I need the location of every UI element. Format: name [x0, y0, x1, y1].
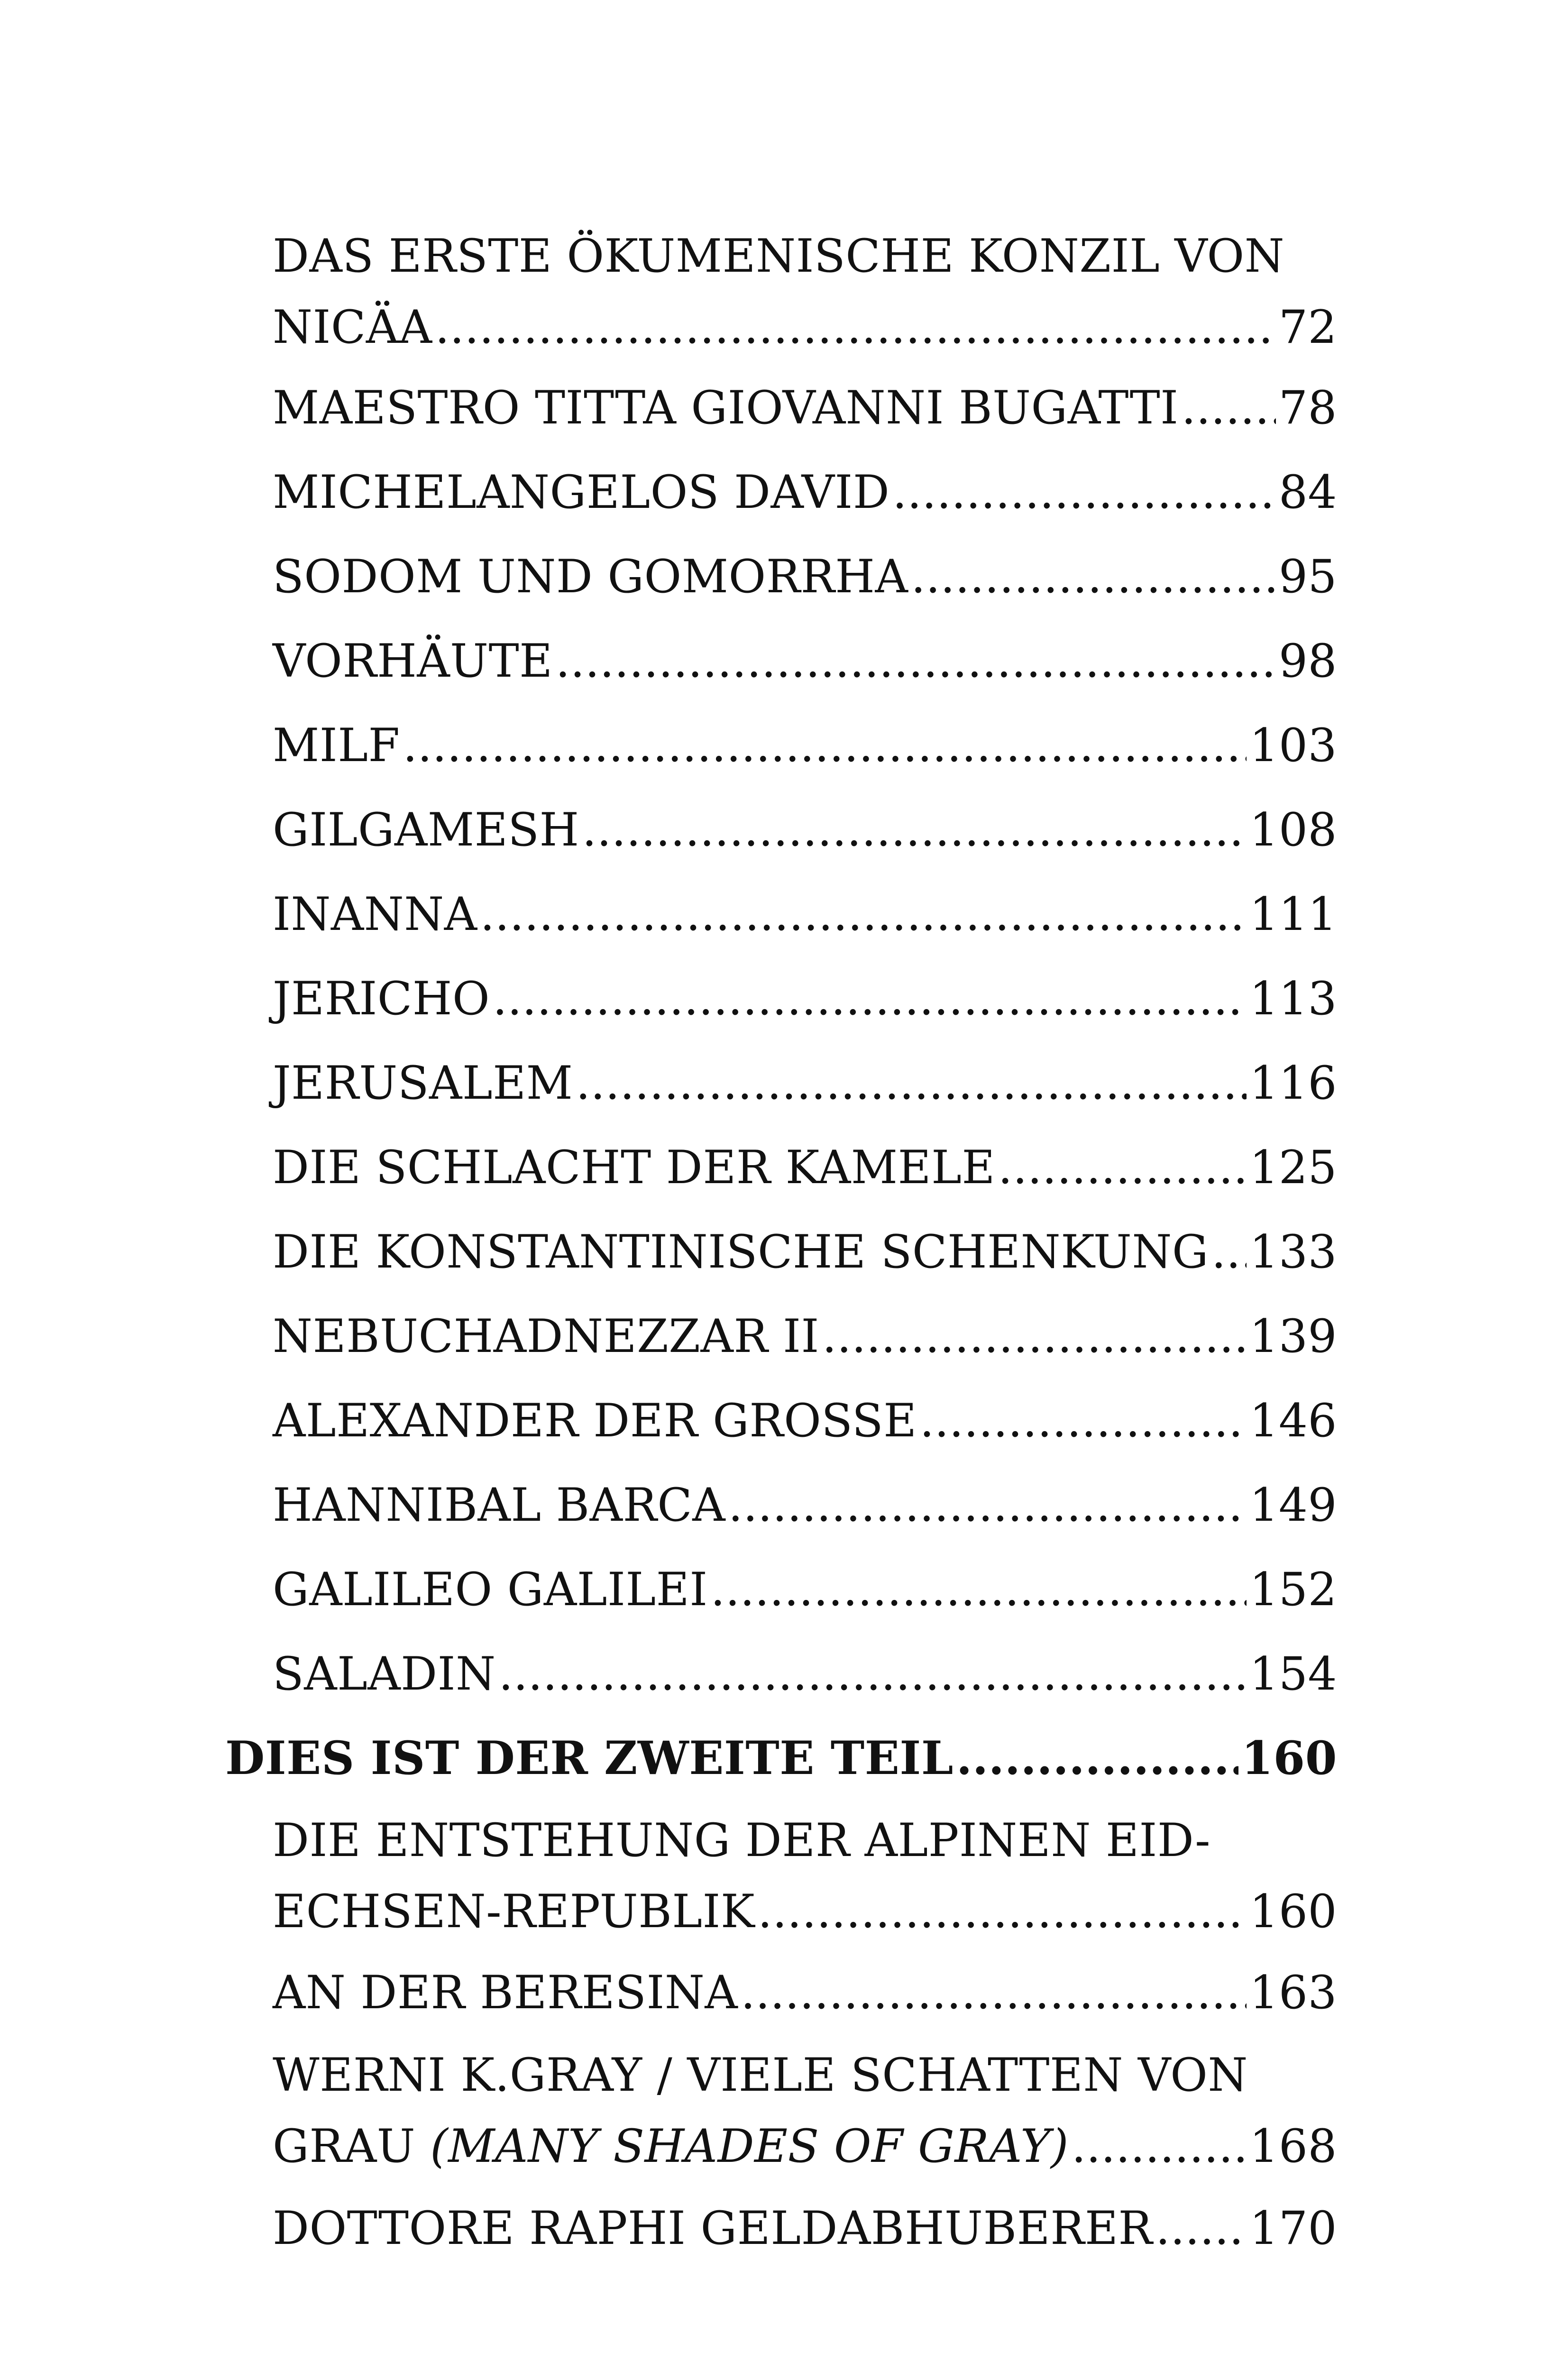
toc-entry: [273, 1805, 1337, 1947]
toc-leader-dots: [499, 1638, 1247, 1709]
toc-leader-dots: [711, 1554, 1247, 1625]
toc-leader-dots: [920, 1385, 1247, 1456]
toc-entry-title: MICHELANGELOS DAVID: [273, 466, 890, 519]
toc-page-number: 108: [1249, 803, 1337, 856]
toc-page-number: 160: [1249, 1885, 1337, 1938]
toc-entry-title: NICÄA: [273, 301, 432, 354]
toc-entry: [273, 1554, 1337, 1625]
toc-entry-title: ECHSEN-REPUBLIK: [273, 1885, 755, 1938]
toc-entry-title: INANNA: [273, 888, 477, 941]
toc-entry: [273, 1048, 1337, 1119]
toc-entry: [273, 625, 1337, 697]
toc-page-number: 113: [1249, 972, 1337, 1025]
toc-page-number: 98: [1278, 634, 1337, 688]
toc-leader-dots: [1072, 2111, 1247, 2182]
toc-leader-dots: [403, 710, 1247, 781]
toc-leader-dots: [556, 625, 1276, 697]
toc-entry-title: JERUSALEM: [273, 1057, 573, 1110]
toc-entry: [273, 710, 1337, 781]
toc-page-number: 72: [1278, 301, 1337, 354]
toc-leader-dots: [758, 1876, 1247, 1947]
toc-page-number: 78: [1278, 381, 1337, 434]
toc-entry: [273, 1132, 1337, 1203]
toc-leader-dots: [1211, 1216, 1247, 1287]
toc-leader-dots: [582, 794, 1247, 865]
toc-entry: [273, 221, 1337, 363]
toc-page-number: 152: [1249, 1563, 1337, 1616]
toc-entry-title: DOTTORE RAPHI GELDABHUBERER: [273, 2202, 1153, 2255]
toc-page-number: 160: [1241, 1731, 1337, 1785]
toc-entry: [273, 1301, 1337, 1372]
toc-leader-dots: [956, 1723, 1238, 1794]
toc-part-title: DIES IST DER ZWEITE TEIL: [225, 1731, 954, 1785]
toc-entry-title: GILGAMESH: [273, 803, 579, 856]
toc-page-number: 163: [1249, 1966, 1337, 2019]
toc-entry-title-italic: (MANY SHADES OF GRAY): [430, 2120, 1069, 2173]
toc-leader-dots: [1182, 372, 1276, 443]
toc-page-number: 95: [1278, 550, 1337, 603]
toc-page-number: 116: [1249, 1057, 1337, 1110]
toc-entry: [273, 1638, 1337, 1709]
toc-entry-title: MILF: [273, 719, 400, 772]
toc-entry: [273, 457, 1337, 528]
toc-entry-title: SODOM UND GOMORRHA: [273, 550, 908, 603]
toc-page-number: 146: [1249, 1394, 1337, 1447]
toc-entry: [273, 963, 1337, 1034]
toc-entry: [273, 2193, 1337, 2264]
toc-page-number: 125: [1249, 1141, 1337, 1194]
toc-page-number: 170: [1249, 2202, 1337, 2255]
toc-leader-dots: [741, 1957, 1247, 2028]
toc-page-number: 168: [1249, 2120, 1337, 2173]
toc-page-number: 84: [1278, 466, 1337, 519]
toc-entry-title: AN DER BERESINA: [273, 1966, 738, 2019]
toc-page-number: 103: [1249, 719, 1337, 772]
toc-entry: [273, 879, 1337, 950]
toc-entry: [273, 1385, 1337, 1456]
toc-entry-title: NEBUCHADNEZZAR II: [273, 1310, 819, 1363]
toc-leader-dots: [822, 1301, 1247, 1372]
toc-entry-title: [273, 2111, 1069, 2182]
toc-entry-title-line: WERNI K.GRAY / VIELE SCHATTEN VON: [273, 2049, 1248, 2102]
toc-entry-title: MAESTRO TITTA GIOVANNI BUGATTI: [273, 381, 1179, 434]
toc-leader-dots: [480, 879, 1247, 950]
toc-leader-dots: [1155, 2193, 1247, 2264]
toc-page-number: 111: [1249, 888, 1337, 941]
toc-leader-dots: [435, 292, 1276, 363]
toc-entry-title: VORHÄUTE: [273, 634, 553, 688]
toc-page-number: 133: [1249, 1225, 1337, 1278]
toc-part-heading: [225, 1723, 1337, 1794]
toc-leader-dots: [728, 1470, 1247, 1541]
toc-entry: [273, 1470, 1337, 1541]
toc-leader-dots: [576, 1048, 1247, 1119]
toc-leader-dots: [892, 457, 1276, 528]
toc-entry: [273, 1216, 1337, 1287]
toc-entry-title: ALEXANDER DER GROSSE: [273, 1394, 917, 1447]
toc-entry: [273, 541, 1337, 612]
toc-entry-title-line: DAS ERSTE ÖKUMENISCHE KONZIL VON: [273, 230, 1285, 283]
toc-entry-title-text: GRAU: [273, 2120, 416, 2173]
toc-page-number: 154: [1249, 1647, 1337, 1700]
toc-entry-title: DIE SCHLACHT DER KAMELE: [273, 1141, 995, 1194]
toc-entry-title: DIE KONSTANTINISCHE SCHENKUNG: [273, 1225, 1209, 1278]
toc-leader-dots: [911, 541, 1276, 612]
toc-entry-title: GALILEO GALILEI: [273, 1563, 708, 1616]
toc-page-number: 139: [1249, 1310, 1337, 1363]
toc-entry: [273, 1957, 1337, 2028]
toc-entry: [273, 794, 1337, 865]
toc-leader-dots: [998, 1132, 1247, 1203]
toc-entry: [273, 2040, 1337, 2182]
toc-entry-title: HANNIBAL BARCA: [273, 1479, 726, 1532]
toc-entry: [273, 372, 1337, 443]
toc-leader-dots: [493, 963, 1247, 1034]
toc-entry-title-line: DIE ENTSTEHUNG DER ALPINEN EID-: [273, 1814, 1211, 1867]
toc-entry-title: SALADIN: [273, 1647, 496, 1700]
toc-entry-title: JERICHO: [273, 972, 490, 1025]
toc-page-number: 149: [1249, 1479, 1337, 1532]
